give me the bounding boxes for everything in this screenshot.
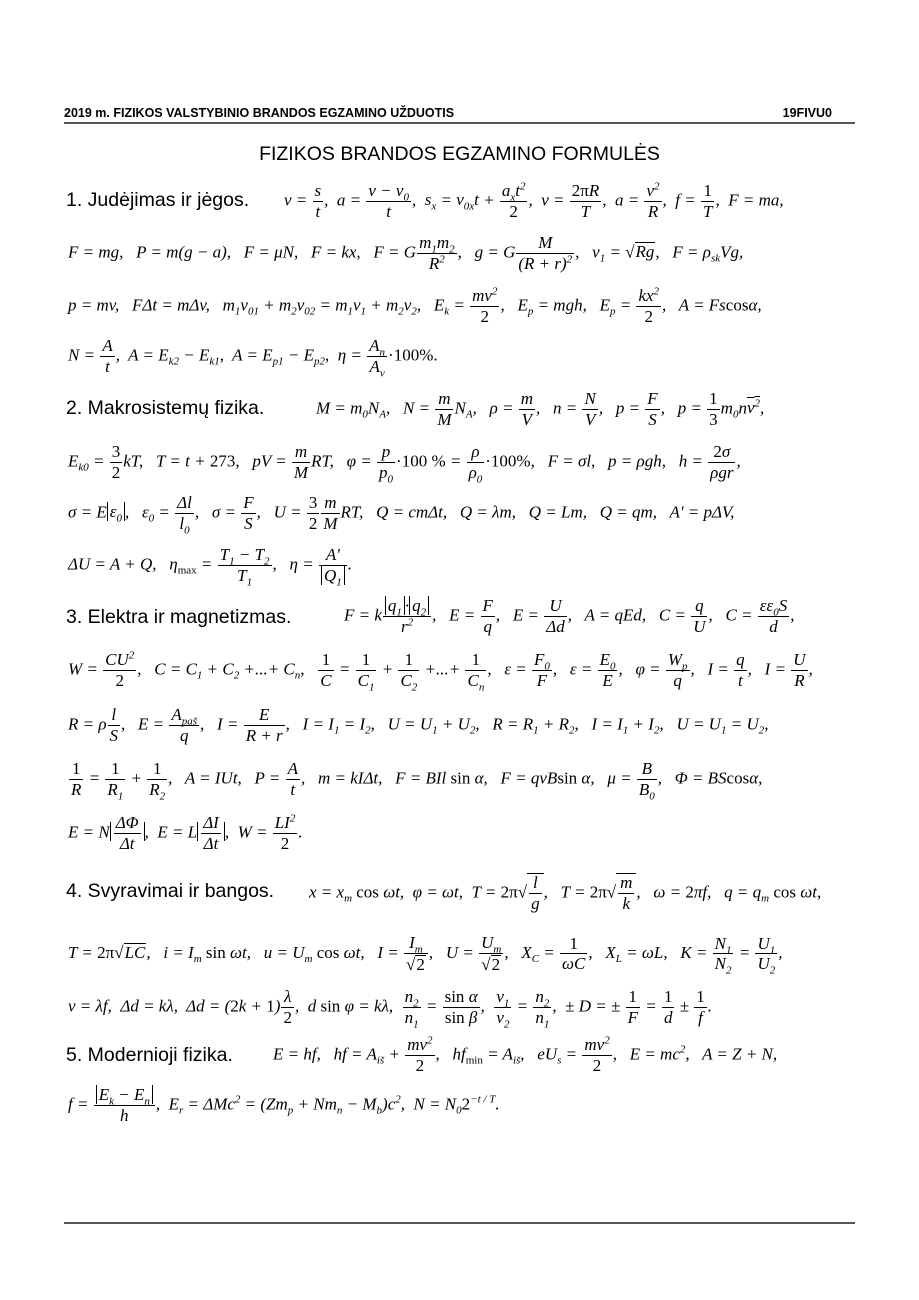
section-heading-3: 3. Elektra ir magnetizmas.	[66, 606, 292, 628]
header-exam-title: 2019 m. FIZIKOS VALSTYBINIO BRANDOS EGZAMINO UŽDUOTIS	[64, 106, 455, 120]
section-heading-1: 1. Judėjimas ir jėgos.	[66, 189, 250, 211]
formula-line: W = $\frac{CU^2}{2}$ , $C = C_1 + C_2$ +...+ $C_n$, $\frac{1}{C}$ = $\frac{1}{C_1}$ + $\frac{1}{C_2}$ +...+ $\frac{1}{C_n}$ , ε = $\frac{F_0}{F}$ , ε = $\frac{E_0}{E}$ , φ = $\frac{W_p}{q}$ , I = $\frac{q}{t}$ , I = $\frac{U}{R}$ ,	[68, 649, 813, 694]
formula-line: f = $\frac{E_k - E_n}{h}$ , $E_r = \Delta Mc^2 = (Zm_p + Nm_n - M_b)c^2$, $N = N_02^{-t / T}$.	[68, 1085, 500, 1125]
page-title: FIZIKOS BRANDOS EGZAMINO FORMULĖS	[259, 143, 660, 165]
formula-line: T = 2π√LC, $i = I_m$ sin ωt, $u = U_m$ cos ωt, I = $\frac{I_m}{√2}$ , U = $\frac{U_m}{√2}$ , $X_C$ = $\frac{1}{\omega C}$ , $X_L = \omega L$, K = $\frac{N_1}{N_2}$ = $\frac{U_1}{U_2}$ ,	[68, 933, 783, 977]
header-exam-code: 19FIVU0	[782, 106, 832, 120]
formula-line: $\frac{1}{R}$ = $\frac{1}{R_1}$ + $\frac{1}{R_2}$ , A = IUt, P = $\frac{A}{t}$ , m = kIΔt, F = BIl sin α, F = qvBsin α, μ = $\frac{B}{B_0}$ , Φ = BScosα,	[71, 759, 763, 803]
section-heading-5: 5. Modernioji fizika.	[66, 1044, 233, 1066]
formula-line: R = ρ $\frac{l}{S}$ , E = $\frac{A_{paš}}{q}$ , I = $\frac{E}{R + r}$ , $I = I_1 = I_2$, $U = U_1 + U_2$, $R = R_1 + R_2$, $I = I_1 + I_2$, $U = U_1 = U_2$,	[68, 705, 769, 745]
header-rule	[64, 122, 855, 124]
section-heading-4: 4. Svyravimai ir bangos.	[66, 880, 275, 902]
formula-line: F = mg, P = m(g − a), F = μN, F = kx, F = G $\frac{m_1m_2}{R^2}$ , g = G $\frac{M}{(R + r)^2}$ , $v_1 = √Rg$, $F = \rho_{sk}Vg$,	[68, 233, 744, 273]
formula-line: E = hf, hf = $A_{iš}$ + $\frac{mv^2}{2}$ , $hf_{min} = A_{iš}$, $eU_s$ = $\frac{mv^2}{2}$ , $E = mc^2$, A = Z + N,	[273, 1034, 778, 1075]
formula-line: $E_{k0}$ = $\frac{3}{2}$ kT, T = t + 273, pV = $\frac{m}{M}$ RT, φ = $\frac{p}{p_0}$ ·100 % = $\frac{\rho}{\rho_0}$ ·100%, F = σl, p = ρgh, h = $\frac{2\sigma}{\text{ρgr}}$ ,	[68, 442, 741, 486]
page-header	[64, 105, 856, 123]
footer-rule	[64, 1222, 855, 1224]
formula-line: σ = E $\varepsilon_0$ , $\varepsilon_0$ = $\frac{\Delta l}{l_0}$ , σ = $\frac{F}{S}$ , U = $\frac{3}{2}$ $\frac{m}{M}$ RT, Q = cmΔt, Q = λm, Q = Lm, Q = qm, A' = pΔV,	[68, 493, 735, 537]
formula-line: p = mv, FΔt = mΔv, $m_1v_{01} + m_2v_{02} = m_1v_1 + m_2v_2$, $E_k$ = $\frac{mv^2}{2}$ , $E_p$ = mgh, $E_p$ = $\frac{kx^2}{2}$ , A = Fscosα,	[68, 285, 762, 326]
formula-line: v = λf, Δd = kλ, Δd = (2k + 1) $\frac{\lambda}{2}$ , d sin φ = kλ, $\frac{n_2}{n_1}$ = $\frac{\text{sin α}}{\text{sin β}}$ , $\frac{v_1}{v_2}$ = $\frac{n_2}{n_1}$ , ± D = ± $\frac{1}{F}$ = $\frac{1}{d}$ ± $\frac{1}{f}$ .	[68, 987, 713, 1031]
formula-line: v = $\frac{s}{t}$ , a = $\frac{v - v_0}{t}$ , $s_x = v_{0x}t$ + $\frac{a_xt^2}{2}$ , v = $\frac{2\pi R}{T}$ , a = $\frac{v^2}{R}$ , f = $\frac{1}{T}$ , F = ma,	[284, 180, 784, 221]
formula-line: ΔU = A + Q, $\eta_{max}$ = $\frac{T_1 - T_2}{T_1}$ , η = $\frac{A'}{Q_1}$ .	[68, 545, 352, 589]
formula-line: $x = x_m$ cos ωt, φ = ωt, T = 2π√ $\frac{l}{g}$ , T = 2π√ $\frac{m}{k}$ , ω = 2πf, $q = q_m$ cos ωt,	[309, 873, 822, 913]
formula-line: F = k $\frac{q_1 \cdot q_2}{r^2}$ , E = $\frac{F}{q}$ , E = $\frac{U}{\Delta d}$ , A = qEd, C = $\frac{q}{U}$ , C = $\frac{\varepsilon\varepsilon_0S}{d}$ ,	[344, 596, 795, 636]
section-heading-2: 2. Makrosistemų fizika.	[66, 397, 265, 419]
formula-line: E = N $\frac{\Delta\Phi}{\Delta t}$ , E = L $\frac{\Delta I}{\Delta t}$ , W = $\frac{LI^2}{2}$ .	[68, 812, 303, 853]
formula-line: N = $\frac{A}{t}$ , $A = E_{k2} - E_{k1}$, $A = E_{p1} - E_{p2}$, η = $\frac{A_n}{A_v}$ ·100%.	[68, 336, 438, 380]
formula-line: $M = m_0N_A$, N = $\frac{m}{M}$ $N_A$, ρ = $\frac{m}{V}$ , n = $\frac{N}{V}$ , p = $\frac{F}{S}$ , p = $\frac{1}{3}$ $m_0nv^2$,	[316, 389, 765, 429]
